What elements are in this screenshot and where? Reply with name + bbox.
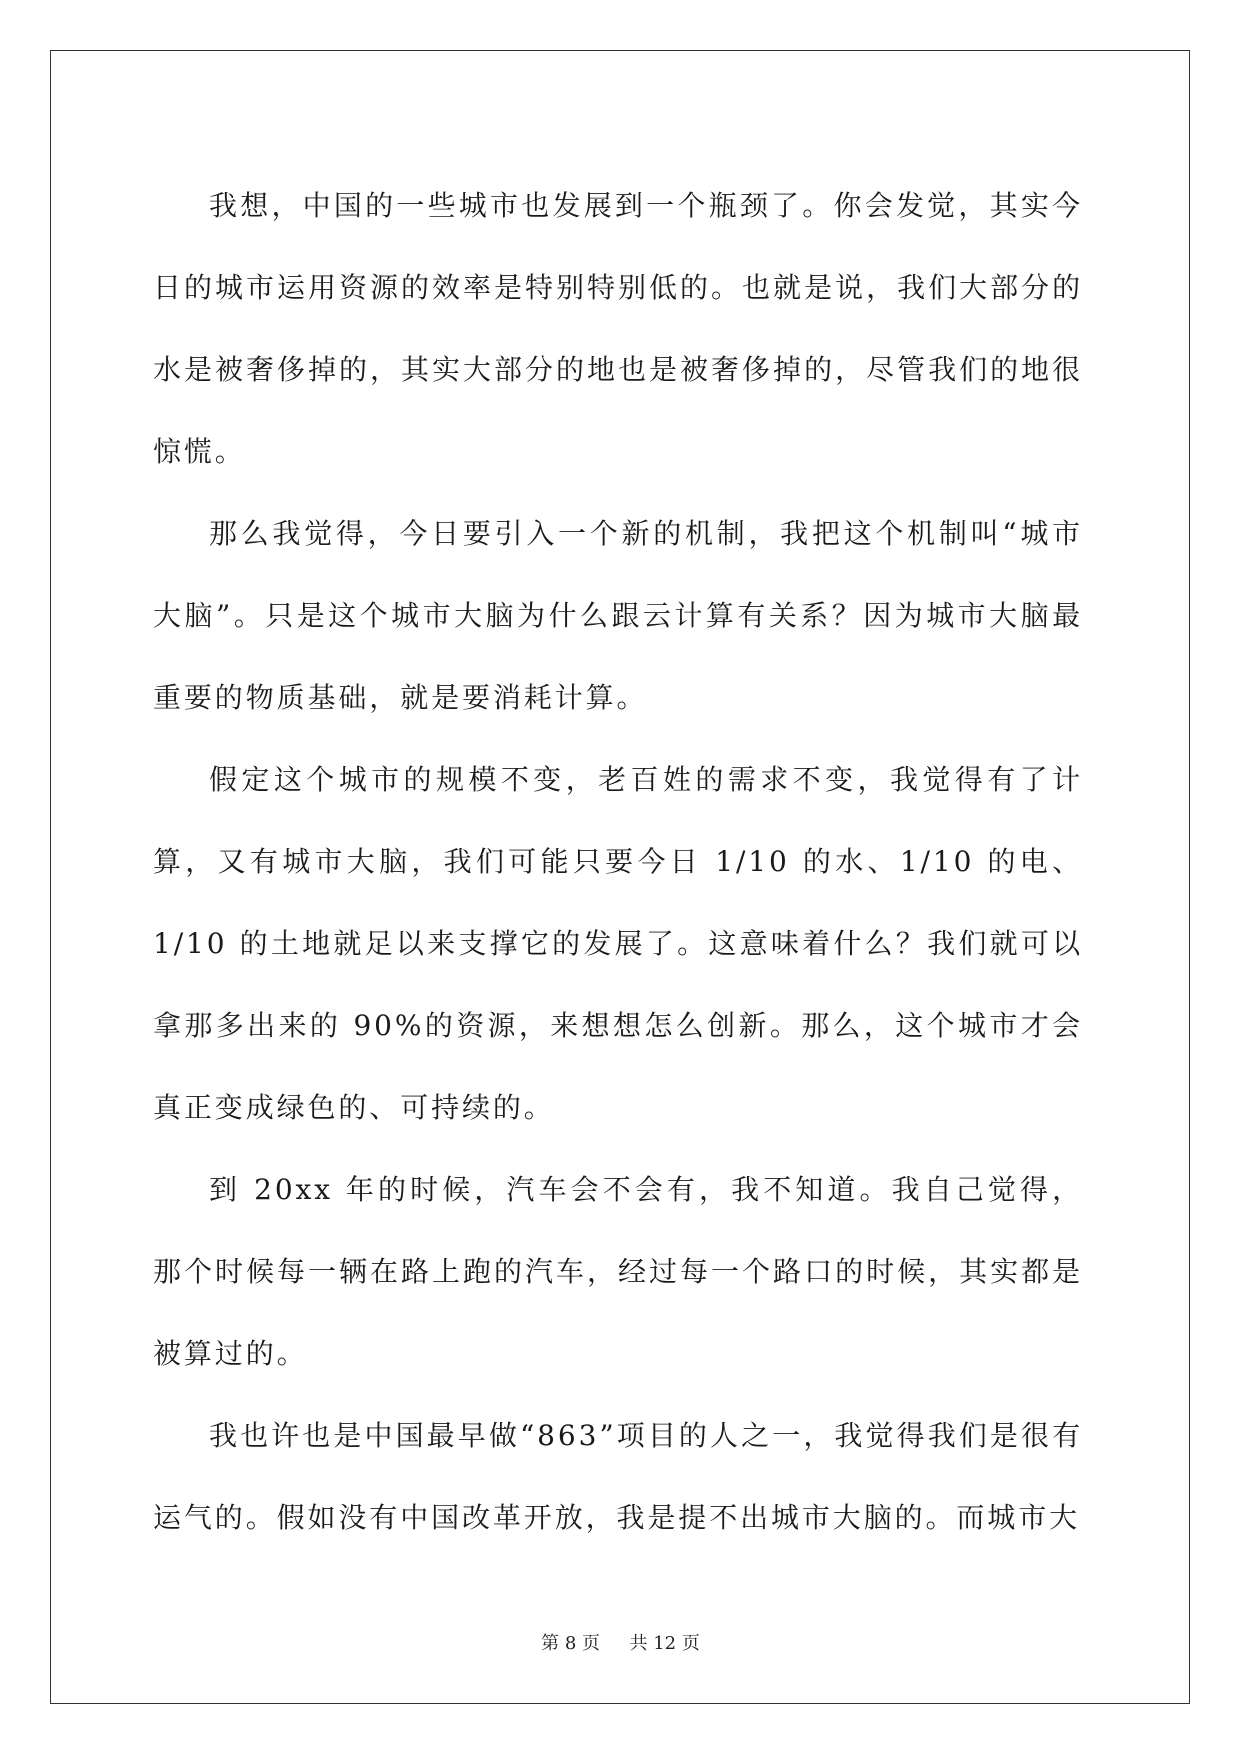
paragraph-3: 假定这个城市的规模不变，老百姓的需求不变，我觉得有了计算，又有城市大脑，我们可能只要今日 1/10 的水、1/10 的电、1/10 的土地就足以来支撑它的发展了。这意味着什么？我们就可以拿那多出来的 90%的资源，来想想怎么创新。那么，这个城市才会真正变成绿色的、可持续的。 (153, 763, 1083, 1124)
page-total: 共 12 页 (629, 1633, 700, 1654)
document-body (153, 165, 1083, 1559)
paragraph-2: 那么我觉得，今日要引入一个新的机制，我把这个机制叫“城市大脑”。只是这个城市大脑为什么跟云计算有关系？因为城市大脑最重要的物质基础，就是要消耗计算。 (153, 517, 1083, 714)
page-number: 第 8 页 (541, 1633, 601, 1654)
paragraph-5: 我也许也是中国最早做“863”项目的人之一，我觉得我们是很有运气的。假如没有中国改革开放，我是提不出城市大脑的。而城市大 (153, 1419, 1083, 1534)
paragraph-4: 到 20xx 年的时候，汽车会不会有，我不知道。我自己觉得，那个时候每一辆在路上跑的汽车，经过每一个路口的时候，其实都是被算过的。 (153, 1173, 1083, 1370)
paragraph-1: 我想，中国的一些城市也发展到一个瓶颈了。你会发觉，其实今日的城市运用资源的效率是特别特别低的。也就是说，我们大部分的水是被奢侈掉的，其实大部分的地也是被奢侈掉的，尽管我们的地很惊慌。 (153, 189, 1083, 468)
page-footer (0, 1629, 1241, 1655)
